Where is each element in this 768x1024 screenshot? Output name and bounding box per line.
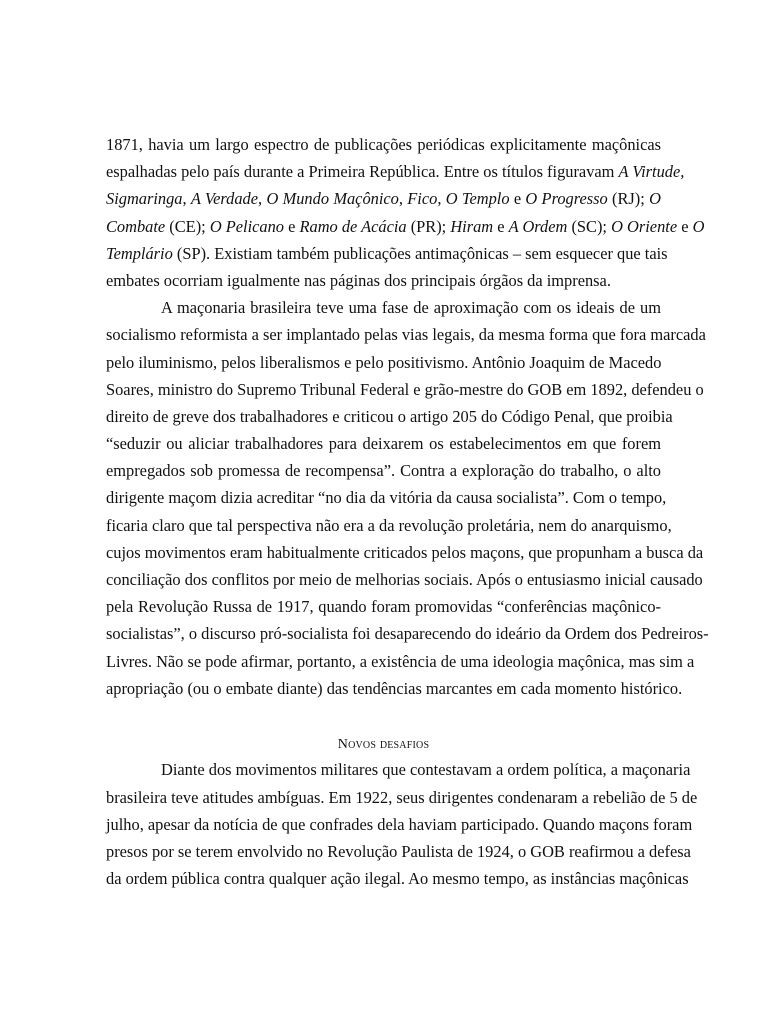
italic-title: A Virtude, [618, 162, 685, 182]
text-run: embates ocorriam igualmente nas páginas dos principais órgãos da imprensa. [106, 270, 611, 290]
text-run: , [398, 189, 408, 209]
italic-title: O Mundo Maçônico [266, 189, 399, 209]
section-spacer [106, 702, 661, 729]
text-line: conciliação dos conflitos por meio de melhorias sociais. Após o entusiasmo inicial causado [106, 570, 703, 589]
text-run: , [258, 189, 267, 209]
text-line: A maçonaria brasileira teve uma fase de aproximação com os ideais de um [161, 298, 661, 318]
text-run: espalhadas pelo país durante a Primeira República. Entre os títulos figuravam [106, 162, 619, 182]
text-line: socialistas”, o discurso pró-socialista foi desaparecendo do ideário da Ordem dos Pedreiros- [106, 624, 709, 644]
text-line: brasileira teve atitudes ambíguas. Em 1922, seus dirigentes condenaram a rebelião de 5 de [106, 787, 698, 807]
italic-title: O [692, 216, 705, 236]
italic-title: Fico [407, 189, 438, 209]
text-line [106, 267, 661, 294]
paragraph-2 [106, 294, 709, 702]
text-run: (SP). Existiam também publicações antimaçônicas – sem esquecer que tais [172, 243, 668, 263]
text-line: da ordem pública contra qualquer ação ilegal. Ao mesmo tempo, as instâncias maçônicas [106, 869, 689, 889]
text-line: pela Revolução Russa de 1917, quando foram promovidas “conferências maçônico- [106, 597, 661, 617]
paragraph-3 [106, 756, 698, 892]
text-line [106, 131, 661, 158]
text-line [106, 185, 661, 212]
text-line: pelo iluminismo, pelos liberalismos e pelo positivismo. Antônio Joaquim de Macedo [106, 352, 662, 372]
text-line: Livres. Não se pode afirmar, portanto, a existência de uma ideologia maçônica, mas sim a [106, 651, 695, 671]
text-line [106, 240, 668, 267]
italic-title: A Verdade [190, 189, 259, 209]
text-line: socialismo reformista a ser implantado pelas vias legais, da mesma forma que fora marcada [106, 325, 706, 345]
italic-title: Hiram [450, 216, 494, 236]
text-run: e [284, 216, 300, 236]
italic-title: O Oriente [611, 216, 678, 236]
italic-title: Ramo de Acácia [299, 216, 407, 236]
italic-title: Combate [106, 216, 166, 236]
text-run: (SC); [567, 216, 612, 236]
italic-title: Templário [106, 243, 173, 263]
text-run: (PR); [406, 216, 451, 236]
text-run: , [182, 189, 191, 209]
italic-title: O Pelicano [209, 216, 285, 236]
section-heading [106, 729, 661, 756]
text-line: cujos movimentos eram habitualmente criticados pelos maçons, que propunham a busca da [106, 542, 704, 562]
body-text [106, 131, 709, 892]
text-line: apropriação (ou o embate diante) das tendências marcantes em cada momento histórico. [106, 678, 683, 698]
section-heading-text: Novos desafios [337, 737, 430, 753]
text-line: dirigente maçom dizia acreditar “no dia da vitória da causa socialista”. Com o tempo, [106, 488, 667, 508]
text-line: presos por se terem envolvido no Revolução Paulista de 1924, o GOB reafirmou a defesa [106, 841, 691, 861]
text-line: Soares, ministro do Supremo Tribunal Federal e grão-mestre do GOB em 1892, defendeu o [106, 379, 704, 399]
italic-title: A Ordem [508, 216, 568, 236]
paragraph-1 [106, 131, 705, 294]
text-line: julho, apesar da notícia de que confrades dela haviam participado. Quando maçons foram [106, 814, 693, 834]
text-line: empregados sob promessa de recompensa”. Contra a exploração do trabalho, o alto [106, 461, 661, 481]
text-line: direito de greve dos trabalhadores e criticou o artigo 205 do Código Penal, que proibia [106, 406, 673, 426]
italic-title: O [649, 189, 661, 209]
text-line: Diante dos movimentos militares que contestavam a ordem política, a maçonaria [161, 760, 691, 780]
text-run: e [493, 216, 509, 236]
italic-title: O Templo [445, 189, 510, 209]
text-run: 1871, havia um largo espectro de publicações periódicas explicitamente maçônicas [106, 135, 661, 154]
text-line [106, 213, 705, 240]
text-run: (RJ); [607, 189, 650, 209]
text-run: , [437, 189, 446, 209]
text-run: e [677, 216, 693, 236]
italic-title: Sigmaringa [106, 189, 183, 209]
italic-title: O Progresso [525, 189, 608, 209]
text-run: e [509, 189, 526, 209]
text-line [106, 158, 685, 185]
text-run: (CE); [165, 216, 210, 236]
text-line: ficaria claro que tal perspectiva não era a da revolução proletária, nem do anarquismo, [106, 515, 672, 535]
text-line: “seduzir ou aliciar trabalhadores para deixarem os estabelecimentos em que forem [106, 434, 661, 454]
